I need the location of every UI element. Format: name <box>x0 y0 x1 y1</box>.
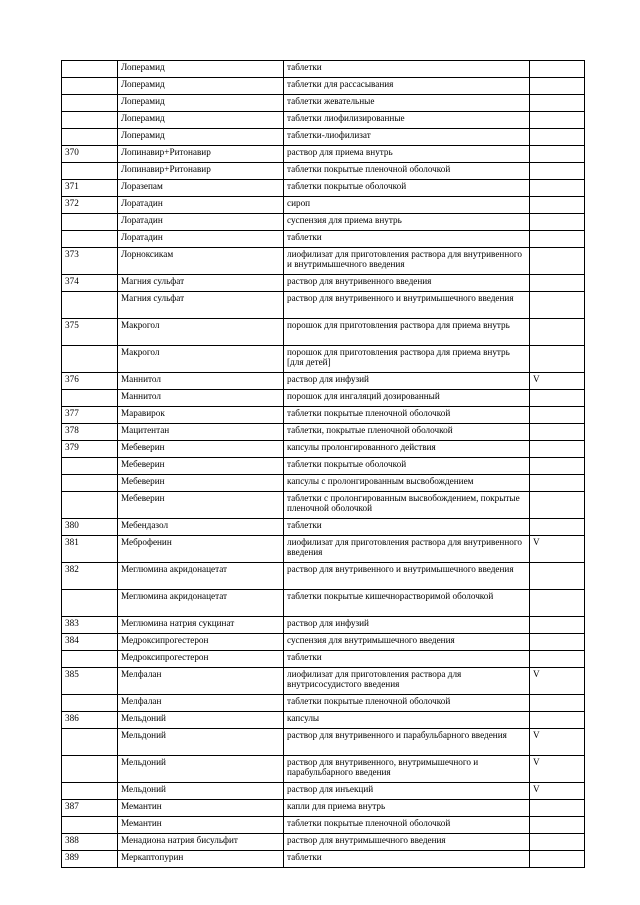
row-number-cell: 385 <box>62 668 118 695</box>
table-row <box>62 519 585 536</box>
vital-mark-cell <box>530 78 585 95</box>
row-number-cell: 374 <box>62 275 118 292</box>
drug-name-cell: Меглюмина акридонацетат <box>118 590 284 617</box>
vital-mark-cell <box>530 712 585 729</box>
drug-name-cell: Менадиона натрия бисульфит <box>118 834 284 851</box>
vital-mark-cell <box>530 563 585 590</box>
dosage-form-cell: порошок для ингаляций дозированный <box>284 390 530 407</box>
drug-name-cell: Мебеверин <box>118 492 284 519</box>
row-number-cell: 381 <box>62 536 118 563</box>
vital-mark-cell <box>530 834 585 851</box>
dosage-form-cell: раствор для инфузий <box>284 617 530 634</box>
row-number-cell: 388 <box>62 834 118 851</box>
row-number-cell <box>62 112 118 129</box>
table-row <box>62 817 585 834</box>
dosage-form-cell: таблетки, покрытые пленочной оболочкой <box>284 424 530 441</box>
dosage-form-cell: таблетки покрытые кишечнорастворимой оболочкой <box>284 590 530 617</box>
drug-name-cell: Меркаптопурин <box>118 851 284 868</box>
vital-mark-cell: V <box>530 756 585 783</box>
dosage-form-cell: таблетки <box>284 851 530 868</box>
dosage-form-cell: капсулы <box>284 712 530 729</box>
table-row <box>62 275 585 292</box>
row-number-cell: 383 <box>62 617 118 634</box>
vital-mark-cell <box>530 346 585 373</box>
table-row <box>62 800 585 817</box>
table-body <box>62 61 585 868</box>
dosage-form-cell: сироп <box>284 197 530 214</box>
drug-name-cell: Меглюмина акридонацетат <box>118 563 284 590</box>
row-number-cell: 382 <box>62 563 118 590</box>
dosage-form-cell: раствор для внутривенного введения <box>284 275 530 292</box>
vital-mark-cell: V <box>530 729 585 756</box>
vital-mark-cell <box>530 634 585 651</box>
dosage-form-cell: раствор для внутривенного и парабульбарного введения <box>284 729 530 756</box>
dosage-form-cell: раствор для инфузий <box>284 373 530 390</box>
table-row <box>62 695 585 712</box>
row-number-cell <box>62 78 118 95</box>
vital-mark-cell <box>530 95 585 112</box>
drug-name-cell: Лопинавир+Ритонавир <box>118 163 284 180</box>
table-row <box>62 248 585 275</box>
drug-name-cell: Мельдоний <box>118 729 284 756</box>
drug-name-cell: Мелфалан <box>118 668 284 695</box>
drug-name-cell: Медроксипрогестерон <box>118 651 284 668</box>
drug-name-cell: Лоратадин <box>118 214 284 231</box>
vital-mark-cell <box>530 851 585 868</box>
vital-mark-cell <box>530 180 585 197</box>
vital-mark-cell <box>530 695 585 712</box>
dosage-form-cell: раствор для внутривенного, внутримышечного и парабульбарного введения <box>284 756 530 783</box>
dosage-form-cell: капли для приема внутрь <box>284 800 530 817</box>
dosage-form-cell: суспензия для внутримышечного введения <box>284 634 530 651</box>
drug-name-cell: Медроксипрогестерон <box>118 634 284 651</box>
table-row <box>62 78 585 95</box>
drug-name-cell: Мельдоний <box>118 783 284 800</box>
drug-name-cell: Мельдоний <box>118 712 284 729</box>
row-number-cell <box>62 475 118 492</box>
table-row <box>62 563 585 590</box>
drug-name-cell: Лоразепам <box>118 180 284 197</box>
drug-name-cell: Меброфенин <box>118 536 284 563</box>
vital-mark-cell <box>530 617 585 634</box>
row-number-cell: 380 <box>62 519 118 536</box>
dosage-form-cell: порошок для приготовления раствора для приема внутрь [для детей] <box>284 346 530 373</box>
dosage-form-cell: таблетки <box>284 519 530 536</box>
drug-name-cell: Мельдоний <box>118 756 284 783</box>
row-number-cell <box>62 756 118 783</box>
vital-mark-cell <box>530 390 585 407</box>
table-row <box>62 851 585 868</box>
drug-name-cell: Мацитентан <box>118 424 284 441</box>
vital-mark-cell <box>530 590 585 617</box>
vital-mark-cell <box>530 441 585 458</box>
dosage-form-cell: порошок для приготовления раствора для приема внутрь <box>284 319 530 346</box>
vital-mark-cell <box>530 407 585 424</box>
row-number-cell: 377 <box>62 407 118 424</box>
drug-name-cell: Мебеверин <box>118 475 284 492</box>
table-row <box>62 783 585 800</box>
row-number-cell <box>62 61 118 78</box>
dosage-form-cell: капсулы пролонгированного действия <box>284 441 530 458</box>
table-row <box>62 475 585 492</box>
drug-name-cell: Лоперамид <box>118 61 284 78</box>
vital-mark-cell: V <box>530 783 585 800</box>
table-row <box>62 590 585 617</box>
row-number-cell <box>62 129 118 146</box>
drug-name-cell: Мелфалан <box>118 695 284 712</box>
vital-mark-cell <box>530 458 585 475</box>
table-row <box>62 163 585 180</box>
row-number-cell <box>62 651 118 668</box>
table-row <box>62 458 585 475</box>
dosage-form-cell: раствор для инъекций <box>284 783 530 800</box>
row-number-cell <box>62 231 118 248</box>
dosage-form-cell: раствор для внутривенного и внутримышечного введения <box>284 563 530 590</box>
dosage-form-cell: таблетки покрытые пленочной оболочкой <box>284 817 530 834</box>
dosage-form-cell: таблетки жевательные <box>284 95 530 112</box>
vital-mark-cell <box>530 214 585 231</box>
dosage-form-cell: раствор для приема внутрь <box>284 146 530 163</box>
drug-name-cell: Мебеверин <box>118 441 284 458</box>
drug-name-cell: Маннитол <box>118 373 284 390</box>
row-number-cell: 370 <box>62 146 118 163</box>
dosage-form-cell: таблетки для рассасывания <box>284 78 530 95</box>
table-row <box>62 729 585 756</box>
dosage-form-cell: таблетки покрытые оболочкой <box>284 458 530 475</box>
table-row <box>62 651 585 668</box>
drug-name-cell: Мемантин <box>118 800 284 817</box>
row-number-cell <box>62 492 118 519</box>
table-row <box>62 617 585 634</box>
table-row <box>62 197 585 214</box>
row-number-cell <box>62 783 118 800</box>
row-number-cell <box>62 163 118 180</box>
table-row <box>62 146 585 163</box>
table-row <box>62 95 585 112</box>
table-row <box>62 492 585 519</box>
row-number-cell <box>62 214 118 231</box>
dosage-form-cell: таблетки с пролонгированным высвобождением, покрытые пленочной оболочкой <box>284 492 530 519</box>
drug-name-cell: Лоратадин <box>118 197 284 214</box>
drug-name-cell: Лоперамид <box>118 112 284 129</box>
vital-mark-cell: V <box>530 668 585 695</box>
table-row <box>62 634 585 651</box>
table-row <box>62 346 585 373</box>
dosage-form-cell: таблетки покрытые оболочкой <box>284 180 530 197</box>
dosage-form-cell: капсулы с пролонгированным высвобождением <box>284 475 530 492</box>
table-row <box>62 536 585 563</box>
drug-name-cell: Макрогол <box>118 346 284 373</box>
row-number-cell: 375 <box>62 319 118 346</box>
vital-mark-cell <box>530 197 585 214</box>
dosage-form-cell: таблетки покрытые пленочной оболочкой <box>284 695 530 712</box>
dosage-form-cell: раствор для внутримышечного введения <box>284 834 530 851</box>
vital-mark-cell: V <box>530 373 585 390</box>
drug-name-cell: Меглюмина натрия сукцинат <box>118 617 284 634</box>
row-number-cell: 376 <box>62 373 118 390</box>
drug-name-cell: Мемантин <box>118 817 284 834</box>
dosage-form-cell: раствор для внутривенного и внутримышечного введения <box>284 292 530 319</box>
vital-mark-cell <box>530 519 585 536</box>
dosage-form-cell: таблетки покрытые пленочной оболочкой <box>284 407 530 424</box>
row-number-cell <box>62 346 118 373</box>
row-number-cell: 378 <box>62 424 118 441</box>
row-number-cell: 384 <box>62 634 118 651</box>
vital-mark-cell <box>530 163 585 180</box>
table-row <box>62 712 585 729</box>
vital-mark-cell <box>530 651 585 668</box>
table-row <box>62 112 585 129</box>
row-number-cell: 389 <box>62 851 118 868</box>
vital-mark-cell <box>530 800 585 817</box>
table-row <box>62 834 585 851</box>
drug-name-cell: Лоперамид <box>118 129 284 146</box>
dosage-form-cell: таблетки <box>284 651 530 668</box>
vital-mark-cell <box>530 424 585 441</box>
table-row <box>62 668 585 695</box>
table-row <box>62 390 585 407</box>
dosage-form-cell: лиофилизат для приготовления раствора для внутривенного введения <box>284 536 530 563</box>
vital-mark-cell <box>530 248 585 275</box>
row-number-cell <box>62 590 118 617</box>
drug-name-cell: Мебендазол <box>118 519 284 536</box>
vital-mark-cell <box>530 129 585 146</box>
vital-mark-cell <box>530 475 585 492</box>
row-number-cell: 387 <box>62 800 118 817</box>
dosage-form-cell: лиофилизат для приготовления раствора для внутривенного и внутримышечного введения <box>284 248 530 275</box>
table-row <box>62 756 585 783</box>
row-number-cell: 372 <box>62 197 118 214</box>
dosage-form-cell: лиофилизат для приготовления раствора для внутрисосудистого введения <box>284 668 530 695</box>
row-number-cell <box>62 729 118 756</box>
table-row <box>62 407 585 424</box>
dosage-form-cell: таблетки <box>284 61 530 78</box>
row-number-cell <box>62 292 118 319</box>
table-row <box>62 292 585 319</box>
row-number-cell <box>62 458 118 475</box>
row-number-cell: 386 <box>62 712 118 729</box>
table-row <box>62 231 585 248</box>
row-number-cell: 373 <box>62 248 118 275</box>
drug-table <box>61 60 585 868</box>
drug-name-cell: Маравирок <box>118 407 284 424</box>
vital-mark-cell <box>530 492 585 519</box>
table-row <box>62 61 585 78</box>
drug-name-cell: Макрогол <box>118 319 284 346</box>
table-row <box>62 373 585 390</box>
row-number-cell: 371 <box>62 180 118 197</box>
drug-name-cell: Маннитол <box>118 390 284 407</box>
dosage-form-cell: таблетки <box>284 231 530 248</box>
drug-name-cell: Мебеверин <box>118 458 284 475</box>
table-row <box>62 319 585 346</box>
drug-name-cell: Лорноксикам <box>118 248 284 275</box>
vital-mark-cell <box>530 146 585 163</box>
drug-name-cell: Лоперамид <box>118 95 284 112</box>
drug-name-cell: Лоперамид <box>118 78 284 95</box>
dosage-form-cell: таблетки-лиофилизат <box>284 129 530 146</box>
table-row <box>62 180 585 197</box>
vital-mark-cell <box>530 231 585 248</box>
table-row <box>62 214 585 231</box>
row-number-cell <box>62 95 118 112</box>
vital-mark-cell <box>530 112 585 129</box>
row-number-cell <box>62 817 118 834</box>
dosage-form-cell: суспензия для приема внутрь <box>284 214 530 231</box>
row-number-cell <box>62 695 118 712</box>
vital-mark-cell <box>530 319 585 346</box>
drug-name-cell: Лоратадин <box>118 231 284 248</box>
dosage-form-cell: таблетки покрытые пленочной оболочкой <box>284 163 530 180</box>
vital-mark-cell <box>530 817 585 834</box>
drug-name-cell: Магния сульфат <box>118 292 284 319</box>
vital-mark-cell <box>530 292 585 319</box>
vital-mark-cell <box>530 275 585 292</box>
dosage-form-cell: таблетки лиофилизированные <box>284 112 530 129</box>
drug-name-cell: Лопинавир+Ритонавир <box>118 146 284 163</box>
row-number-cell <box>62 390 118 407</box>
drug-name-cell: Магния сульфат <box>118 275 284 292</box>
row-number-cell: 379 <box>62 441 118 458</box>
vital-mark-cell: V <box>530 536 585 563</box>
table-row <box>62 129 585 146</box>
vital-mark-cell <box>530 61 585 78</box>
table-row <box>62 424 585 441</box>
table-row <box>62 441 585 458</box>
